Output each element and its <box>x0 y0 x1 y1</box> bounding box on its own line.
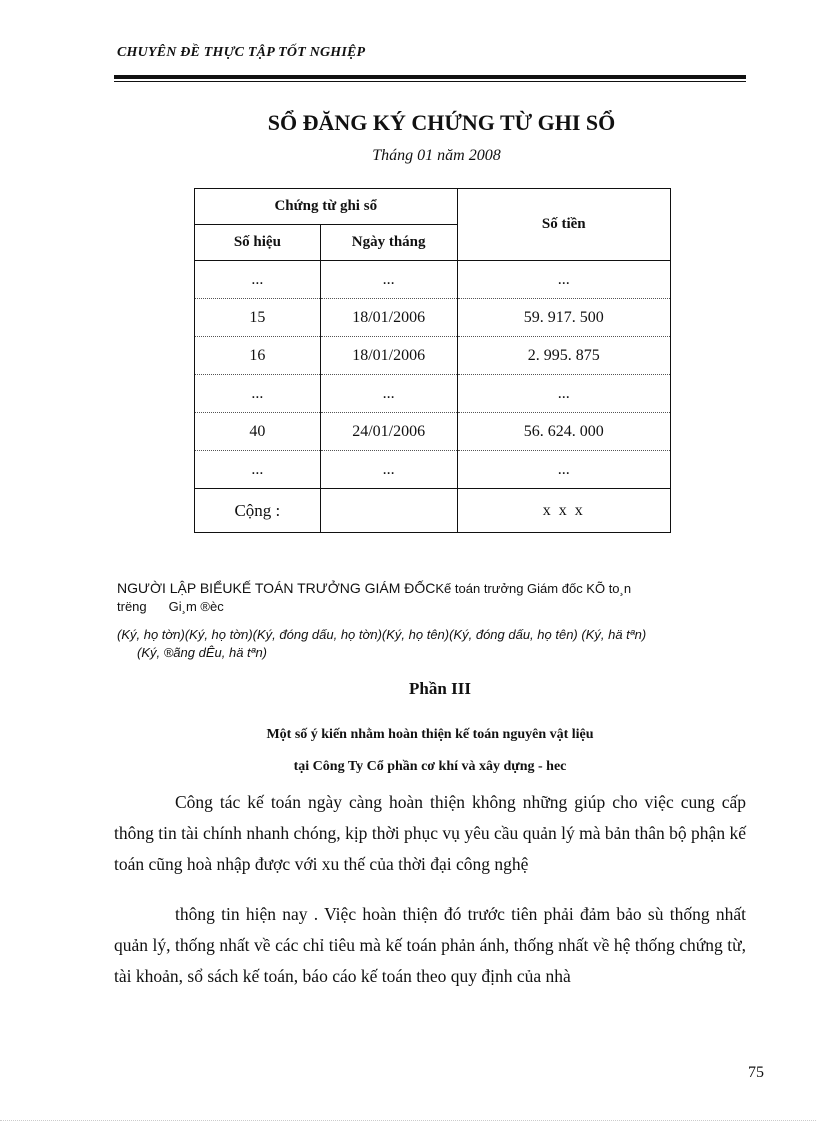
table-row <box>195 413 671 451</box>
row-amount: 56. 624. 000 <box>457 413 670 451</box>
group-header: Chứng từ ghi sổ <box>195 189 458 225</box>
table-header-row <box>195 189 671 225</box>
signature-note-wrap: (Ký, ®ãng dÊu, hä tªn) <box>137 645 268 660</box>
section-heading: Phần III <box>409 679 471 698</box>
row-date: 18/01/2006 <box>320 337 457 375</box>
table-row <box>195 375 671 413</box>
table-row <box>195 337 671 375</box>
row-date: 24/01/2006 <box>320 413 457 451</box>
signature-titles-caps: NGƯỜI LẬP BIỂUKẾ TOÁN TRƯỞNG GIÁM ĐỐC <box>117 580 436 596</box>
body-paragraph: thông tin hiện nay . Việc hoàn thiện đó trước tiên phải đảm bảo sù thống nhất quản lý, thống nhất về các chỉ tiêu mà kế toán phản ánh, thống nhất về hệ thống chứng từ, tài khoản, sổ sách kế toán, báo cáo kế toán theo quy định của nhà <box>114 904 746 986</box>
page-header-title: CHUYÊN ĐỀ THỰC TẬP TỐT NGHIỆP <box>117 45 366 60</box>
row-amount: 2. 995. 875 <box>457 337 670 375</box>
row-number: 15 <box>195 299 321 337</box>
signature-titles-wrap <box>117 599 246 614</box>
total-date <box>320 489 457 533</box>
signature-title-a: trëng <box>117 599 147 614</box>
ledger-table <box>194 188 671 533</box>
section-subheading-company: tại Công Ty Cổ phần cơ khí và xây dựng - hec <box>293 759 567 774</box>
row-date: ... <box>320 451 457 489</box>
row-date: 18/01/2006 <box>320 299 457 337</box>
page-number: 75 <box>748 1064 764 1081</box>
signature-titles-rest: Kế toán trưởng Giám đốc KÕ to¸n <box>435 581 632 596</box>
header-rule-thin <box>114 81 746 82</box>
total-label: Cộng : <box>195 489 321 533</box>
table-row <box>195 299 671 337</box>
table-row <box>195 451 671 489</box>
section-subheading: Một số ý kiến nhằm hoàn thiện kế toán nguyên vật liệu <box>266 727 594 742</box>
signature-title-b: Gi¸m ®èc <box>168 599 224 614</box>
row-number: ... <box>195 451 321 489</box>
total-amount: x x x <box>457 489 670 533</box>
row-amount: ... <box>457 375 670 413</box>
header-rule-thick <box>114 75 746 79</box>
row-amount: ... <box>457 261 670 299</box>
signature-note: (Ký, họ tờn)(Ký, họ tờn)(Ký, đóng dấu, họ tờn)(Ký, họ tên)(Ký, đóng dấu, họ tên) (Ký, hä tªn) <box>117 627 647 642</box>
amount-header: Số tiền <box>457 189 670 261</box>
number-header: Số hiệu <box>195 225 321 261</box>
row-number: ... <box>195 375 321 413</box>
body-paragraph: Công tác kế toán ngày càng hoàn thiện không những giúp cho việc cung cấp thông tin tài chính nhanh chóng, kịp thời phục vụ yêu cầu quản lý mà bản thân bộ phận kế toán cũng hoà nhập được với xu thế của thời đại công nghệ <box>114 792 746 874</box>
row-number: ... <box>195 261 321 299</box>
table-total-row <box>195 489 671 533</box>
row-amount: ... <box>457 451 670 489</box>
row-number: 40 <box>195 413 321 451</box>
row-date: ... <box>320 375 457 413</box>
signature-titles <box>117 580 631 596</box>
document-title: SỔ ĐĂNG KÝ CHỨNG TỪ GHI SỔ <box>267 110 616 135</box>
row-number: 16 <box>195 337 321 375</box>
table-row <box>195 261 671 299</box>
date-header: Ngày tháng <box>320 225 457 261</box>
document-subtitle: Tháng 01 năm 2008 <box>372 147 501 164</box>
row-amount: 59. 917. 500 <box>457 299 670 337</box>
row-date: ... <box>320 261 457 299</box>
bottom-divider <box>0 1120 816 1121</box>
